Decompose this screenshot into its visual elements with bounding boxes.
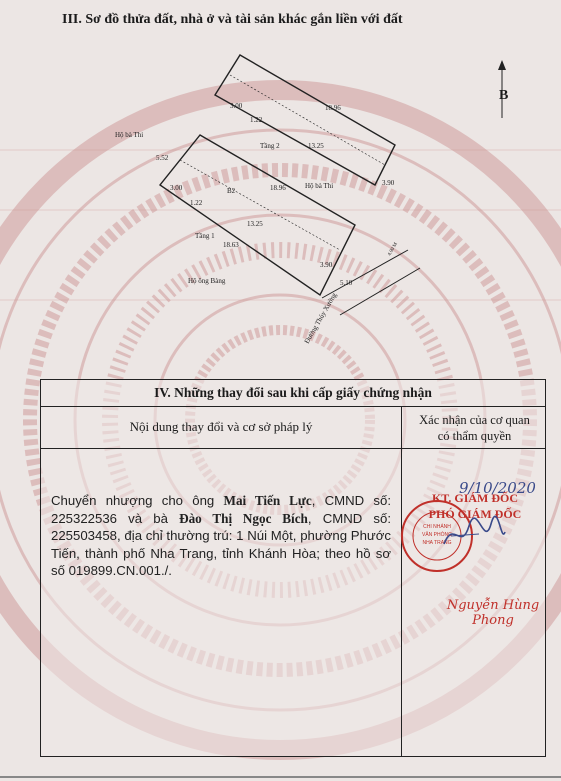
column-divider: [401, 406, 402, 756]
north-label: B: [499, 88, 509, 103]
header-confirmation-line2: có thẩm quyền: [437, 429, 512, 443]
dim-390-top: 3.90: [382, 179, 395, 187]
signer-title-1: KT. GIÁM ĐỐC: [431, 491, 519, 505]
dim-122-top: 1.22: [250, 116, 263, 124]
dim-390-mid: 3.90: [320, 261, 333, 269]
content-part1: Chuyển nhượng cho ông: [51, 493, 224, 508]
transferee-name-1: Mai Tiến Lực: [223, 493, 312, 508]
block-b2: B2: [227, 187, 236, 195]
transferee-name-2: Đào Thị Ngọc Bích: [179, 510, 308, 526]
signer-title-2: PHÓ GIÁM ĐỐC: [428, 507, 522, 521]
signer-name: Nguyễn Hùng Phong: [446, 598, 540, 628]
dim-300-mid: 3.00: [170, 184, 183, 192]
section-4-title: IV. Những thay đổi sau khi cấp giấy chứng nhận: [41, 380, 545, 407]
floor1-label: Tầng 1: [195, 232, 215, 240]
land-plot-sketch: [115, 40, 440, 350]
signature-icon: [439, 514, 509, 554]
changes-table: [40, 379, 546, 757]
neighbor-ong-bang: Hộ ông Bàng: [188, 277, 226, 285]
content-part2: , CMND số: 225322536 và bà: [51, 493, 391, 526]
section-3-title: III. Sơ đồ thửa đất, nhà ở và tài sản khác gắn liền với đất: [62, 12, 403, 27]
dim-1863: 18.63: [223, 241, 239, 249]
sign-date: 9/10/2020: [459, 479, 536, 497]
dim-552: 5.52: [156, 154, 169, 162]
svg-text:CHI NHÁNH: CHI NHÁNH: [423, 524, 451, 530]
header-confirmation-line1: Xác nhận của cơ quan: [419, 413, 530, 427]
floor1-outline: [160, 135, 355, 295]
dim-1325-mid: 13.25: [247, 220, 263, 228]
dim-1325-top: 13.25: [308, 142, 324, 150]
page-bottom-edge: [0, 776, 561, 778]
dim-300-top: 3.00: [230, 102, 243, 110]
floor2-outline: [215, 55, 395, 185]
dim-1896-top: 18.96: [325, 104, 341, 112]
neighbor-ba-thi-right: Hộ bà Thi: [305, 182, 334, 190]
dim-1896-mid: 18.96: [270, 184, 286, 192]
header-content-change: Nội dung thay đổi và cơ sở pháp lý: [129, 419, 313, 434]
dim-122-mid: 1.22: [190, 199, 203, 207]
change-content: [51, 492, 391, 580]
svg-text:NHA TRANG: NHA TRANG: [422, 540, 452, 546]
dim-510: 5.10: [340, 279, 353, 287]
header-confirmation: [402, 412, 547, 444]
table-header-row: [41, 406, 545, 449]
svg-text:VĂN PHÒNG: VĂN PHÒNG: [421, 532, 453, 538]
road-width: 4.00 M: [387, 241, 399, 257]
road-name: Đường Thủy Xưởng: [302, 291, 339, 345]
neighbor-ba-thi-left: Hộ bà Thi: [115, 131, 144, 139]
floor2-label: Tầng 2: [260, 142, 280, 150]
content-part3: , CMND số: 225503458, địa chỉ thường trú: 1 Núi Một, phường Phước Tiến, thành phố Nha Trang, tỉnh Khánh Hòa; theo hồ sơ số 019899.CN.001./.: [51, 510, 391, 579]
